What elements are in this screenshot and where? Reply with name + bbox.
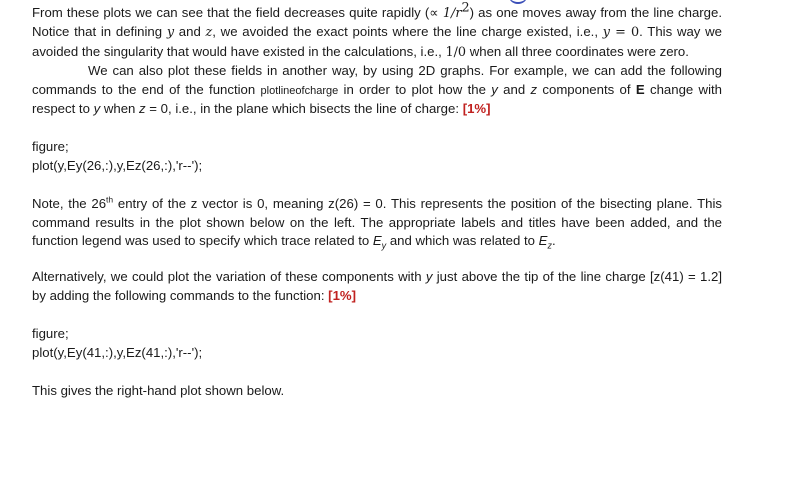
paragraph-right-hand-plot: This gives the right-hand plot shown below. <box>32 383 285 399</box>
code-line: plot(y,Ey(26,:),y,Ez(26,:),'r--'); <box>32 157 203 173</box>
code-line: plot(y,Ey(41,:),y,Ez(41,:),'r--'); <box>32 344 203 360</box>
paragraph-field-decrease: From these plots we can see that the field decreases quite rapidly (∝ $1/r^2$) as one moves away from the line charge. Notice that in defining y and z, we avoided the exact points where the line charge existed, i.e., y = 0. This way we avoided the singularity that would have existed in the calculations, i.e., 1/0 when all three coordinates were zero. <box>32 0 722 60</box>
grade-tag: [1%] <box>462 101 491 117</box>
function-name: plotlineofcharge <box>260 84 339 97</box>
grade-tag: [1%] <box>328 287 357 303</box>
paragraph-2d-graphs: We can also plot these fields in another way, by using 2D graphs. For example, we can add the following commands to the end of the function plotlineofcharge in order to plot how the y and z components of E change with respect to y when z = 0, i.e., in the plane which bisects the line of charge: [1%] <box>32 63 722 117</box>
document-page <box>32 0 722 401</box>
code-line: figure; <box>32 326 69 342</box>
code-line: figure; <box>32 139 69 155</box>
paragraph-alternative: Alternatively, we could plot the variation of these components with y just above the tip of the line charge [z(41) = 1.2] by adding the following commands to the function: [1%] <box>32 269 723 303</box>
paragraph-bisecting-plane: Note, the 26th entry of the z vector is 0, meaning z(26) = 0. This represents the position of the bisecting plane. This command results in the plot shown below on the left. The appropriate labels and titles have been added, and the function legend was used to specify which trace related to $E_y$ and which was related to $E_z$. <box>32 194 722 251</box>
